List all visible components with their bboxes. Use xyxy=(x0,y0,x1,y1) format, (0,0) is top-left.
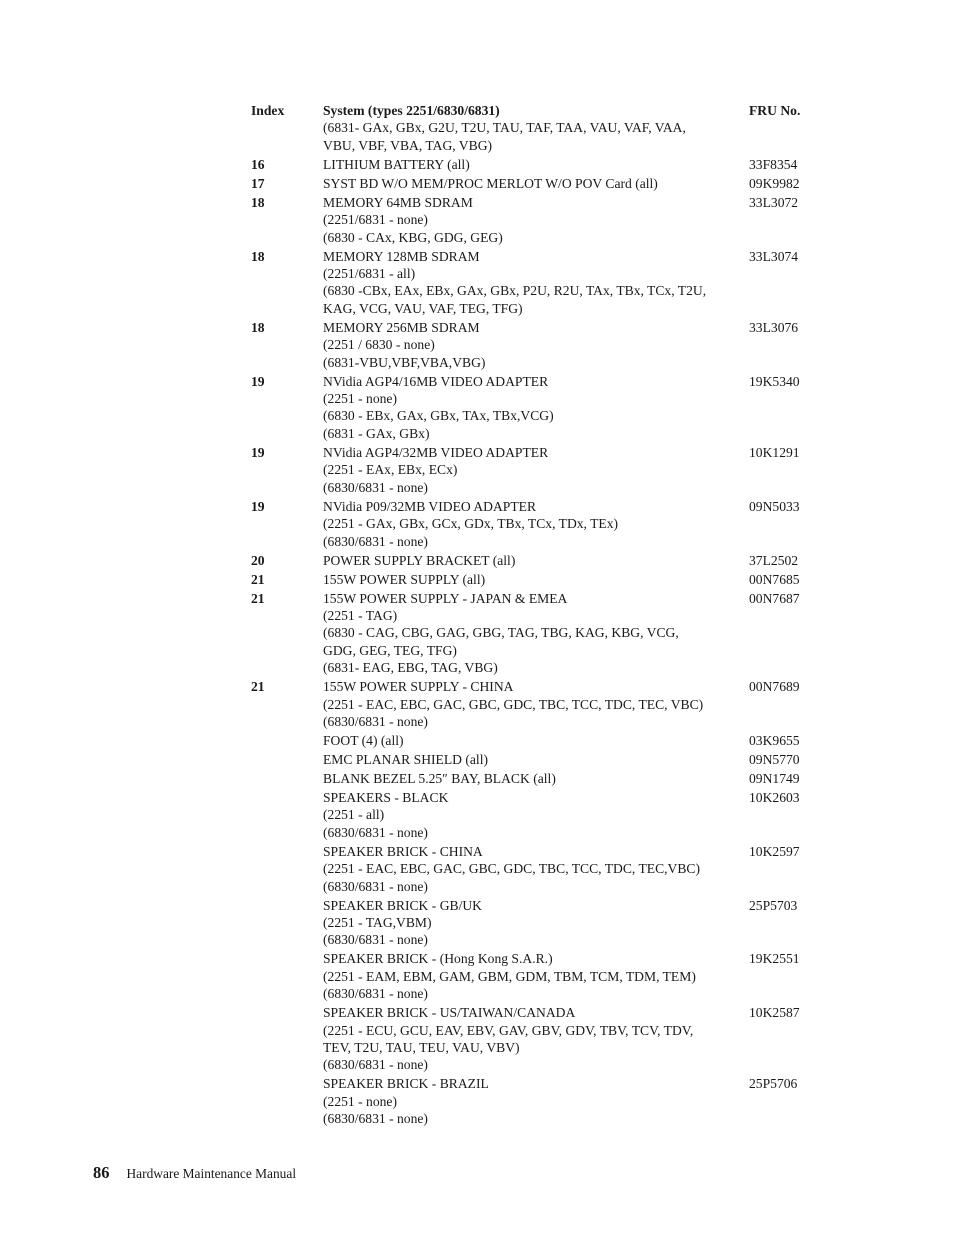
row-description xyxy=(323,498,749,550)
row-description xyxy=(323,373,749,443)
table-row xyxy=(251,571,821,588)
row-index: 18 xyxy=(251,194,265,210)
row-fru-number: 33L3076 xyxy=(749,319,799,335)
part-name: POWER SUPPLY BRACKET (all) xyxy=(323,552,516,568)
part-name: 155W POWER SUPPLY - CHINA xyxy=(323,679,514,695)
column-header-system xyxy=(323,102,749,154)
table-row xyxy=(251,1075,821,1127)
table-header xyxy=(251,102,821,154)
part-applicability: (2251/6831 - none) xyxy=(323,212,428,228)
row-description xyxy=(323,678,749,730)
row-description xyxy=(323,590,749,677)
part-name: NVidia AGP4/32MB VIDEO ADAPTER xyxy=(323,444,549,460)
row-fru-number: 00N7685 xyxy=(749,571,800,587)
part-applicability: (6830/6831 - none) xyxy=(323,986,428,1002)
part-name: BLANK BEZEL 5.25″ BAY, BLACK (all) xyxy=(323,770,556,786)
row-fru-number: 37L2502 xyxy=(749,552,799,568)
part-applicability: TEV, T2U, TAU, TEU, VAU, VBV) xyxy=(323,1040,520,1055)
part-name: SPEAKER BRICK - GB/UK xyxy=(323,897,482,913)
row-description xyxy=(323,751,749,768)
table-row xyxy=(251,789,821,841)
table-row xyxy=(251,194,821,246)
part-name: 155W POWER SUPPLY - JAPAN & EMEA xyxy=(323,590,568,606)
part-applicability: (2251/6831 - all) xyxy=(323,266,416,282)
table-row xyxy=(251,175,821,192)
part-applicability: (6830/6831 - none) xyxy=(323,713,428,729)
row-fru-number: 33L3072 xyxy=(749,194,799,210)
part-name: NVidia P09/32MB VIDEO ADAPTER xyxy=(323,498,537,514)
row-description xyxy=(323,444,749,496)
part-applicability: (6831 - GAx, GBx) xyxy=(323,425,430,441)
table-row xyxy=(251,770,821,787)
part-applicability: (6830/6831 - none) xyxy=(323,533,428,549)
table-row xyxy=(251,552,821,569)
part-applicability: (6830 - CAx, KBG, GDG, GEG) xyxy=(323,229,503,245)
row-description xyxy=(323,156,749,173)
table-row xyxy=(251,950,821,1002)
column-header-fru: FRU No. xyxy=(749,103,801,118)
part-name: SPEAKERS - BLACK xyxy=(323,789,449,805)
row-description xyxy=(323,1075,749,1127)
row-description xyxy=(323,950,749,1002)
row-fru-number: 00N7687 xyxy=(749,590,800,606)
part-applicability: (2251 - TAG) xyxy=(323,607,398,623)
row-index: 21 xyxy=(251,571,265,587)
table-row xyxy=(251,590,821,677)
row-description xyxy=(323,571,749,588)
part-name: SPEAKER BRICK - BRAZIL xyxy=(323,1076,489,1092)
row-fru-number: 09N5033 xyxy=(749,498,800,514)
part-name: SPEAKER BRICK - US/TAIWAN/CANADA xyxy=(323,1005,576,1021)
page-footer xyxy=(93,1163,296,1183)
part-name: SPEAKER BRICK - CHINA xyxy=(323,843,483,859)
column-header-index: Index xyxy=(251,103,285,118)
part-applicability: (2251 - TAG,VBM) xyxy=(323,914,432,930)
part-applicability: (2251 - EAx, EBx, ECx) xyxy=(323,462,458,478)
table-row xyxy=(251,498,821,550)
part-applicability: KAG, VCG, VAU, VAF, TEG, TFG) xyxy=(323,300,523,316)
part-applicability: (6830/6831 - none) xyxy=(323,479,428,495)
table-row xyxy=(251,444,821,496)
part-applicability: (6830/6831 - none) xyxy=(323,932,428,948)
row-description xyxy=(323,789,749,841)
fru-parts-table xyxy=(251,102,821,1128)
row-fru-number: 09N1749 xyxy=(749,770,800,786)
row-fru-number: 10K2603 xyxy=(749,789,800,805)
row-fru-number: 09K9982 xyxy=(749,175,800,191)
row-description xyxy=(323,552,749,569)
row-index: 21 xyxy=(251,590,265,606)
row-description xyxy=(323,1004,749,1074)
part-applicability: (2251 - EAM, EBM, GAM, GBM, GDM, TBM, TCM, TDM, TEM) xyxy=(323,968,696,984)
part-applicability: (2251 - EAC, EBC, GAC, GBC, GDC, TBC, TCC, TDC, TEC,VBC) xyxy=(323,861,701,877)
part-applicability: (2251 - EAC, EBC, GAC, GBC, GDC, TBC, TCC, TDC, TEC, VBC) xyxy=(323,696,704,712)
part-applicability: (2251 - none) xyxy=(323,1093,397,1109)
part-name: SYST BD W/O MEM/PROC MERLOT W/O POV Card (all) xyxy=(323,175,658,191)
manual-title: Hardware Maintenance Manual xyxy=(126,1166,297,1181)
part-applicability: (6830 - CAG, CBG, GAG, GBG, TAG, TBG, KAG, KBG, VCG, xyxy=(323,625,679,641)
row-fru-number: 00N7689 xyxy=(749,679,800,695)
page-number: 86 xyxy=(93,1163,110,1182)
row-description xyxy=(323,248,749,318)
row-index: 21 xyxy=(251,679,265,695)
row-index: 20 xyxy=(251,552,265,568)
row-fru-number: 25P5703 xyxy=(749,897,798,913)
part-name: MEMORY 64MB SDRAM xyxy=(323,194,473,210)
part-name: 155W POWER SUPPLY (all) xyxy=(323,571,486,587)
row-description xyxy=(323,194,749,246)
part-name: SPEAKER BRICK - (Hong Kong S.A.R.) xyxy=(323,951,553,967)
row-fru-number: 19K2551 xyxy=(749,951,800,967)
part-name: LITHIUM BATTERY (all) xyxy=(323,156,470,172)
part-applicability: (6830/6831 - none) xyxy=(323,824,428,840)
part-name: NVidia AGP4/16MB VIDEO ADAPTER xyxy=(323,373,549,389)
row-description xyxy=(323,175,749,192)
part-name: EMC PLANAR SHIELD (all) xyxy=(323,751,489,767)
part-applicability: (6831-VBU,VBF,VBA,VBG) xyxy=(323,354,486,370)
row-index: 18 xyxy=(251,319,265,335)
table-row xyxy=(251,319,821,371)
row-index: 16 xyxy=(251,156,265,172)
part-name: MEMORY 128MB SDRAM xyxy=(323,248,480,264)
row-index: 18 xyxy=(251,248,265,264)
row-fru-number: 25P5706 xyxy=(749,1076,798,1092)
row-fru-number: 33L3074 xyxy=(749,248,799,264)
header-system-cont-line: (6831- GAx, GBx, G2U, T2U, TAU, TAF, TAA, VAU, VAF, VAA, xyxy=(323,120,686,136)
row-description xyxy=(323,897,749,949)
part-applicability: (2251 - ECU, GCU, EAV, EBV, GAV, GBV, GDV, TBV, TCV, TDV, xyxy=(323,1022,694,1038)
row-fru-number: 10K1291 xyxy=(749,444,800,460)
row-index: 19 xyxy=(251,444,265,460)
table-row xyxy=(251,156,821,173)
row-fru-number: 10K2587 xyxy=(749,1005,800,1021)
row-fru-number: 09N5770 xyxy=(749,751,800,767)
part-applicability: (2251 - none) xyxy=(323,391,397,407)
part-name: FOOT (4) (all) xyxy=(323,732,404,748)
row-description xyxy=(323,732,749,749)
part-applicability: (6830 - EBx, GAx, GBx, TAx, TBx,VCG) xyxy=(323,408,554,424)
part-applicability: (6830/6831 - none) xyxy=(323,1111,428,1127)
part-applicability: (6831- EAG, EBG, TAG, VBG) xyxy=(323,660,498,676)
row-index: 19 xyxy=(251,373,265,389)
table-row xyxy=(251,732,821,749)
table-row xyxy=(251,751,821,768)
table-row xyxy=(251,1004,821,1074)
row-fru-number: 10K2597 xyxy=(749,843,800,859)
table-row xyxy=(251,373,821,443)
table-row xyxy=(251,897,821,949)
column-header-system-title: System (types 2251/6830/6831) xyxy=(323,103,500,118)
part-applicability: (6830 -CBx, EAx, EBx, GAx, GBx, P2U, R2U, TAx, TBx, TCx, T2U, xyxy=(323,283,707,299)
table-body xyxy=(251,156,821,1128)
table-row xyxy=(251,678,821,730)
row-fru-number: 19K5340 xyxy=(749,373,800,389)
row-index: 17 xyxy=(251,175,265,191)
row-fru-number: 03K9655 xyxy=(749,732,800,748)
part-applicability: (2251 / 6830 - none) xyxy=(323,337,435,353)
part-applicability: (2251 - all) xyxy=(323,807,385,823)
row-description xyxy=(323,319,749,371)
part-name: MEMORY 256MB SDRAM xyxy=(323,319,480,335)
part-applicability: (6830/6831 - none) xyxy=(323,878,428,894)
header-system-cont-line: VBU, VBF, VBA, TAG, VBG) xyxy=(323,137,493,153)
part-applicability: (2251 - GAx, GBx, GCx, GDx, TBx, TCx, TDx, TEx) xyxy=(323,516,619,532)
row-description xyxy=(323,770,749,787)
row-index: 19 xyxy=(251,498,265,514)
table-row xyxy=(251,843,821,895)
part-applicability: (6830/6831 - none) xyxy=(323,1057,428,1073)
row-description xyxy=(323,843,749,895)
part-applicability: GDG, GEG, TEG, TFG) xyxy=(323,642,457,658)
row-fru-number: 33F8354 xyxy=(749,156,798,172)
table-row xyxy=(251,248,821,318)
